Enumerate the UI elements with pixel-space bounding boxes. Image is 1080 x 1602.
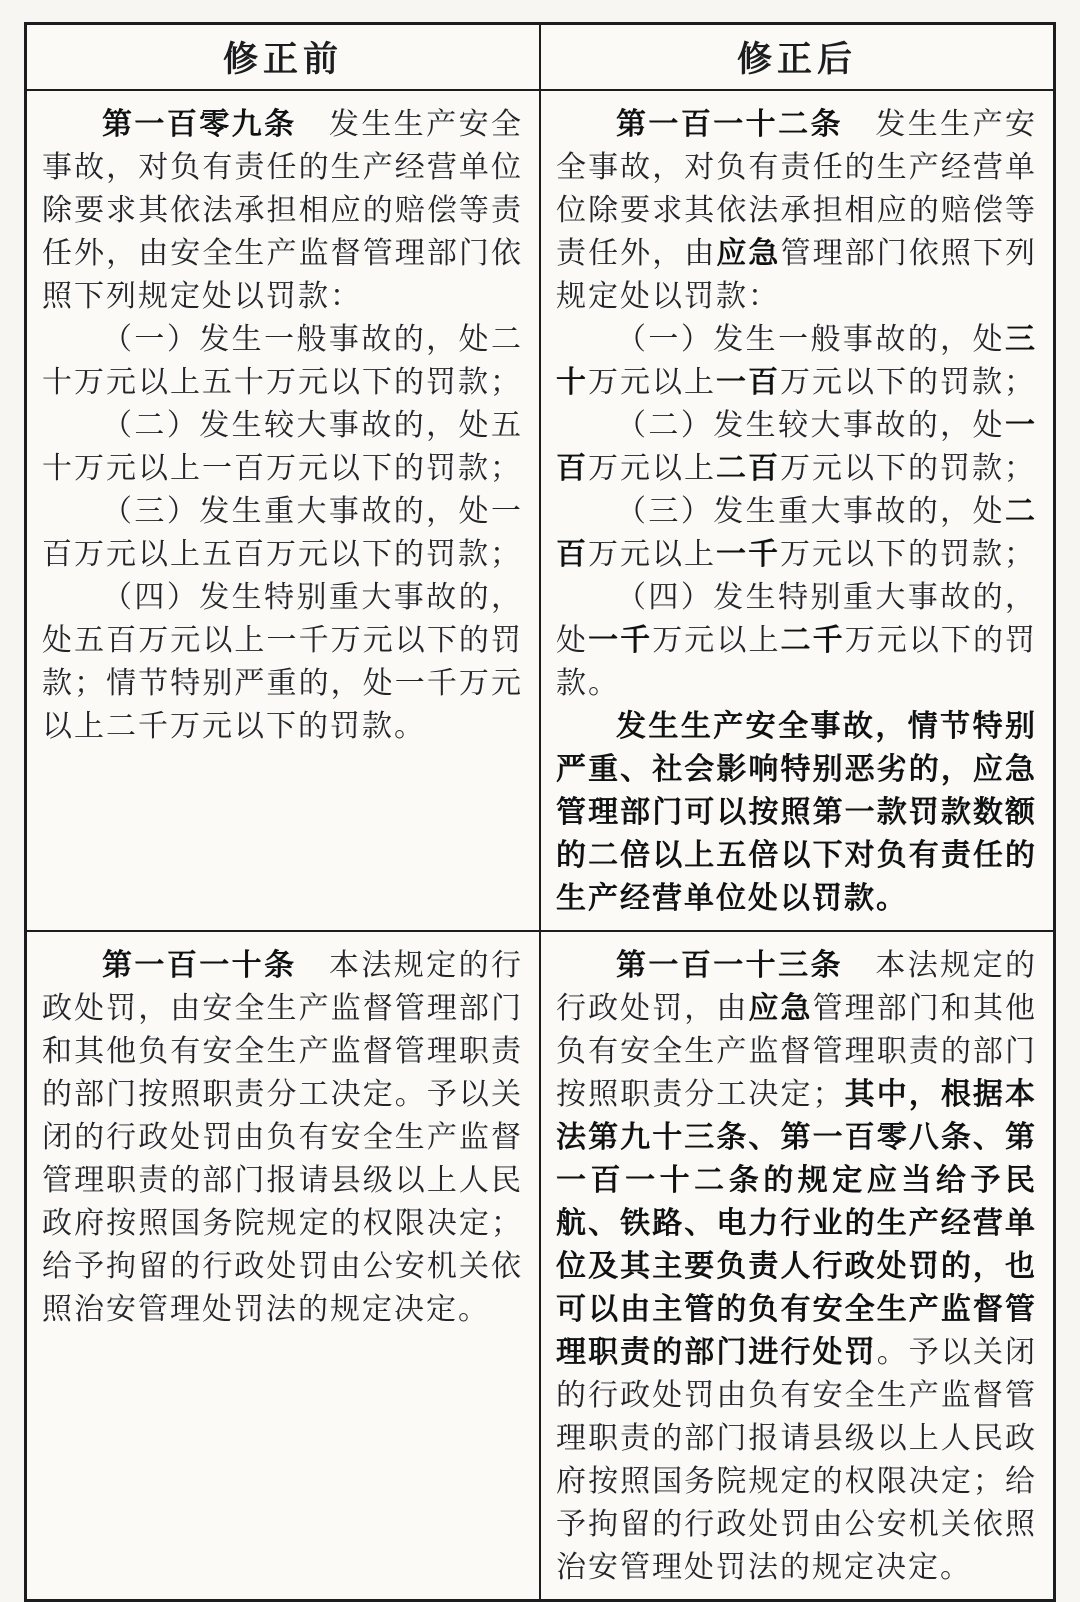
article-cell-after-row2 <box>540 931 1055 1601</box>
amended-emphasis-text: 二百 <box>556 495 1037 571</box>
table-body <box>26 90 1055 1601</box>
paragraph <box>556 576 1037 705</box>
body-text: 万元以下的罚款； <box>780 538 1036 571</box>
amended-emphasis-text: 其中，根据本法第九十三条、第一百零八条、第一百一十二条的规定应当给予民航、铁路、电力行业的生产经营单位及其主要负责人行政处罚的，也可以由主管的负有安全生产监督管理职责的部门进行处罚 <box>556 1078 1038 1369</box>
amended-emphasis-text: 应急 <box>716 237 781 270</box>
paragraph <box>556 705 1037 920</box>
article-cell-before-row1 <box>26 90 541 931</box>
amendment-comparison-table <box>24 22 1056 1602</box>
paragraph <box>42 318 523 404</box>
table-header <box>26 24 1055 91</box>
article-cell-after-row1 <box>540 90 1055 931</box>
paragraph <box>556 944 1037 1589</box>
amended-emphasis-text: 一百 <box>716 366 780 399</box>
amended-emphasis-text: 第一百零九条 <box>102 108 297 141</box>
body-text: 管理部门依照下列规定处以罚款： <box>556 237 1038 313</box>
paragraph <box>42 404 523 490</box>
amended-emphasis-text: 第一百一十条 <box>102 949 297 982</box>
body-text: 本法规定的行政处罚，由安全生产监督管理部门和其他负有安全生产监督管理职责的部门按照职责分工决定。予以关闭的行政处罚由负有安全生产监督管理职责的部门报请县级以上人民政府按照国务院规定的权限决定；给予拘留的行政处罚由公安机关依照治安管理处罚法的规定决定。 <box>42 949 523 1326</box>
paragraph <box>42 944 523 1331</box>
article-cell-before-row2 <box>26 931 541 1601</box>
body-text: 万元以下的罚款； <box>780 452 1036 485</box>
column-header-after-amendment: 修正后 <box>540 24 1055 91</box>
body-text: 管理部门和其他负有安全生产监督管理职责的部门按照职责分工决定； <box>556 992 1038 1111</box>
body-text: 万元以上 <box>588 538 716 571</box>
amended-emphasis-text: 三十 <box>556 323 1037 399</box>
body-text: 万元以上 <box>588 366 716 399</box>
paragraph <box>556 318 1037 404</box>
amended-emphasis-text: 第一百一十三条 <box>616 949 843 982</box>
column-header-before-amendment: 修正前 <box>26 24 541 91</box>
amended-emphasis-text: 一千 <box>588 624 653 657</box>
body-text: （二）发生较大事故的，处 <box>616 409 1005 442</box>
body-text: （二）发生较大事故的，处五十万元以上一百万元以下的罚款； <box>42 409 523 485</box>
body-text: （一）发生一般事故的，处 <box>616 323 1005 356</box>
body-text: 万元以上 <box>588 452 716 485</box>
body-text: 万元以上 <box>652 624 781 657</box>
body-text: （四）发生特别重大事故的，处五百万元以上一千万元以下的罚款；情节特别严重的，处一千万元以上二千万元以下的罚款。 <box>42 581 523 743</box>
body-text: （三）发生重大事故的，处一百万元以上五百万元以下的罚款； <box>42 495 523 571</box>
paragraph <box>556 404 1037 490</box>
body-text: 。予以关闭的行政处罚由负有安全生产监督管理职责的部门报请县级以上人民政府按照国务院规定的权限决定；给予拘留的行政处罚由公安机关依照治安管理处罚法的规定决定。 <box>556 1336 1038 1584</box>
amended-emphasis-text: 二千 <box>780 624 845 657</box>
paragraph <box>556 490 1037 576</box>
amended-emphasis-text: 第一百一十二条 <box>616 108 843 141</box>
paragraph <box>42 576 523 748</box>
body-text: 本法规定的行政处罚，由 <box>556 949 1038 1025</box>
body-text: （一）发生一般事故的，处二十万元以上五十万元以下的罚款； <box>42 323 523 399</box>
body-text: 发生生产安全事故，对负有责任的生产经营单位除要求其依法承担相应的赔偿等责任外，由 <box>556 108 1038 270</box>
body-text: 万元以下的罚款。 <box>556 624 1038 700</box>
paragraph <box>556 103 1037 318</box>
body-text: 发生生产安全事故，对负有责任的生产经营单位除要求其依法承担相应的赔偿等责任外，由安全生产监督管理部门依照下列规定处以罚款： <box>42 108 523 313</box>
amended-emphasis-text: 一百 <box>556 409 1037 485</box>
body-text: （四）发生特别重大事故的，处 <box>556 581 1037 657</box>
article-row-2 <box>26 931 1055 1601</box>
body-text: 万元以下的罚款； <box>780 366 1036 399</box>
body-text: （三）发生重大事故的，处 <box>616 495 1005 528</box>
amended-emphasis-text: 应急 <box>748 992 813 1025</box>
paragraph <box>42 490 523 576</box>
amended-emphasis-text: 一千 <box>716 538 780 571</box>
header-row <box>26 24 1055 91</box>
amended-emphasis-text: 二百 <box>716 452 780 485</box>
article-row-1 <box>26 90 1055 931</box>
paragraph <box>42 103 523 318</box>
amended-emphasis-text: 发生生产安全事故，情节特别严重、社会影响特别恶劣的，应急管理部门可以按照第一款罚款数额的二倍以上五倍以下对负有责任的生产经营单位处以罚款。 <box>556 710 1037 915</box>
